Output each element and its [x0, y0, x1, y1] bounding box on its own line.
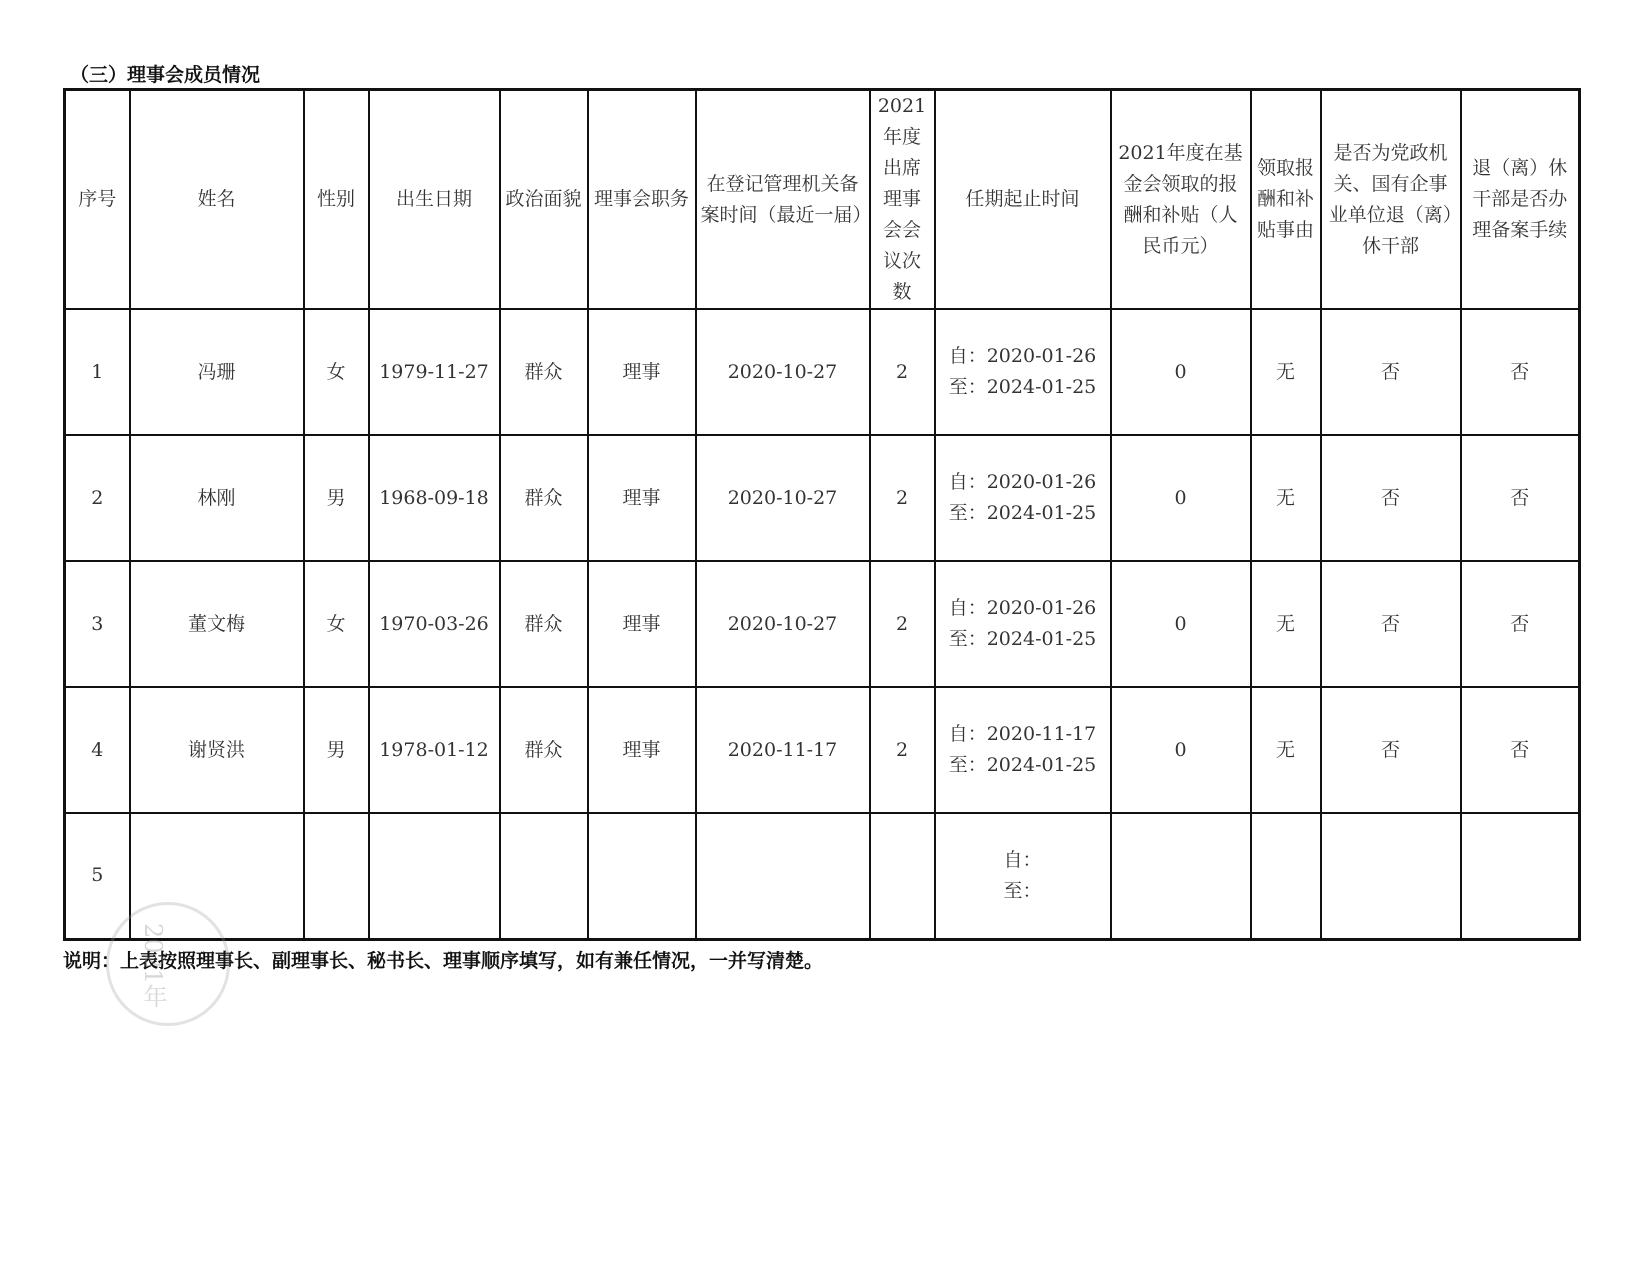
cell-board-position: 理事: [588, 435, 696, 561]
cell-filing-date: 2020-10-27: [696, 435, 870, 561]
header-board-position: 理事会职务: [588, 90, 696, 310]
table-row: [65, 435, 1580, 561]
term-end: 至：: [1003, 879, 1042, 902]
cell-gender: 女: [304, 309, 369, 435]
cell-birth-date: [369, 813, 500, 939]
cell-retired-official: 否: [1321, 687, 1461, 813]
seal-stamp: [106, 902, 230, 1026]
cell-compensation: 0: [1111, 561, 1251, 687]
header-compensation: 2021年度在基金会领取的报酬和补贴（人民币元）: [1111, 90, 1251, 310]
cell-board-position: 理事: [588, 309, 696, 435]
cell-meetings-attended: 2: [870, 435, 935, 561]
cell-retired-official: [1321, 813, 1461, 939]
cell-political-status: 群众: [500, 687, 588, 813]
cell-retired-official: 否: [1321, 309, 1461, 435]
header-term: 任期起止时间: [935, 90, 1111, 310]
cell-index: 1: [65, 309, 130, 435]
cell-index: 3: [65, 561, 130, 687]
cell-compensation-reason: 无: [1251, 435, 1321, 561]
header-name: 姓名: [130, 90, 304, 310]
header-compensation-reason: 领取报酬和补贴事由: [1251, 90, 1321, 310]
table-note: 说明：上表按照理事长、副理事长、秘书长、理事顺序填写，如有兼任情况，一并写清楚。: [63, 950, 824, 972]
cell-political-status: 群众: [500, 435, 588, 561]
cell-index: 2: [65, 435, 130, 561]
cell-board-position: 理事: [588, 687, 696, 813]
cell-birth-date: 1978-01-12: [369, 687, 500, 813]
section-title: （三）理事会成员情况: [70, 64, 261, 86]
cell-name: 林刚: [130, 435, 304, 561]
cell-compensation: 0: [1111, 309, 1251, 435]
cell-political-status: 群众: [500, 561, 588, 687]
cell-term: [935, 687, 1111, 813]
cell-board-position: 理事: [588, 561, 696, 687]
term-end: 至：2024-01-25: [948, 502, 1097, 524]
cell-compensation: 0: [1111, 687, 1251, 813]
term-start: 自：2020-11-17: [948, 723, 1097, 745]
cell-filing-date: [696, 813, 870, 939]
seal-text: 2021年: [139, 923, 167, 1009]
cell-compensation-reason: 无: [1251, 309, 1321, 435]
header-index: 序号: [65, 90, 130, 310]
cell-name: 董文梅: [130, 561, 304, 687]
table-row: [65, 309, 1580, 435]
cell-filing-date: 2020-10-27: [696, 309, 870, 435]
term-start: 自：2020-01-26: [948, 597, 1097, 619]
table-row: [65, 687, 1580, 813]
cell-compensation: [1111, 813, 1251, 939]
header-birth-date: 出生日期: [369, 90, 500, 310]
cell-political-status: [500, 813, 588, 939]
cell-birth-date: 1970-03-26: [369, 561, 500, 687]
cell-name: 谢贤洪: [130, 687, 304, 813]
header-retired-filing: 退（离）休干部是否办理备案手续: [1461, 90, 1580, 310]
cell-gender: [304, 813, 369, 939]
cell-meetings-attended: 2: [870, 687, 935, 813]
header-filing-date: 在登记管理机关备案时间（最近一届）: [696, 90, 870, 310]
cell-meetings-attended: [870, 813, 935, 939]
cell-meetings-attended: 2: [870, 309, 935, 435]
cell-compensation-reason: 无: [1251, 561, 1321, 687]
cell-retired-filing: [1461, 813, 1580, 939]
term-end: 至：2024-01-25: [948, 376, 1097, 398]
term-start: 自：2020-01-26: [948, 471, 1097, 493]
cell-gender: 男: [304, 435, 369, 561]
cell-birth-date: 1968-09-18: [369, 435, 500, 561]
cell-retired-filing: 否: [1461, 435, 1580, 561]
cell-term: [935, 813, 1111, 939]
cell-meetings-attended: 2: [870, 561, 935, 687]
cell-retired-official: 否: [1321, 435, 1461, 561]
cell-filing-date: 2020-10-27: [696, 561, 870, 687]
cell-retired-filing: 否: [1461, 687, 1580, 813]
cell-board-position: [588, 813, 696, 939]
cell-political-status: 群众: [500, 309, 588, 435]
term-start: 自：: [1003, 848, 1042, 871]
cell-birth-date: 1979-11-27: [369, 309, 500, 435]
table-header-row: [65, 90, 1580, 310]
cell-index: 5: [65, 813, 130, 939]
header-meetings-attended: 2021年度出席理事会会议次数: [870, 90, 935, 310]
board-members-table: [63, 88, 1581, 941]
cell-compensation: 0: [1111, 435, 1251, 561]
cell-gender: 女: [304, 561, 369, 687]
cell-gender: 男: [304, 687, 369, 813]
cell-compensation-reason: [1251, 813, 1321, 939]
term-end: 至：2024-01-25: [948, 754, 1097, 776]
cell-retired-official: 否: [1321, 561, 1461, 687]
header-retired-official: 是否为党政机关、国有企事业单位退（离）休干部: [1321, 90, 1461, 310]
header-political-status: 政治面貌: [500, 90, 588, 310]
cell-index: 4: [65, 687, 130, 813]
table-row: [65, 561, 1580, 687]
header-gender: 性别: [304, 90, 369, 310]
cell-term: [935, 309, 1111, 435]
cell-name: 冯珊: [130, 309, 304, 435]
cell-compensation-reason: 无: [1251, 687, 1321, 813]
term-start: 自：2020-01-26: [948, 345, 1097, 367]
table-row: [65, 813, 1580, 939]
cell-term: [935, 561, 1111, 687]
cell-retired-filing: 否: [1461, 309, 1580, 435]
cell-retired-filing: 否: [1461, 561, 1580, 687]
cell-filing-date: 2020-11-17: [696, 687, 870, 813]
cell-term: [935, 435, 1111, 561]
term-end: 至：2024-01-25: [948, 628, 1097, 650]
